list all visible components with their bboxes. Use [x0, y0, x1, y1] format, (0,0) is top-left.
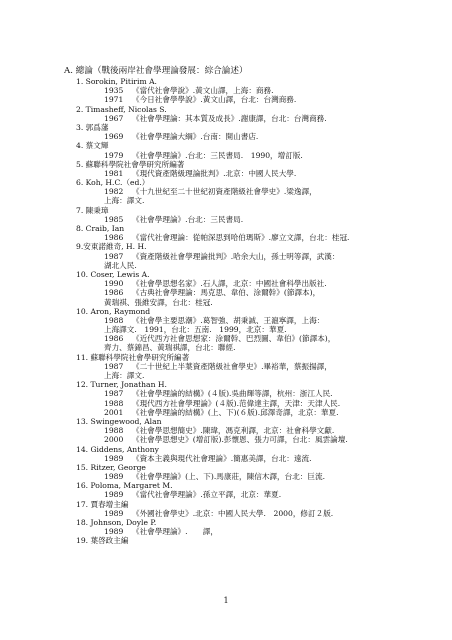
entry-text: 9.安東諾維奇, H. H.	[76, 242, 147, 252]
reference-author	[76, 178, 444, 187]
entry-text: 12. Turner, Jonathan H.	[76, 380, 167, 390]
entry-text: 7. 陳秉璋	[76, 205, 109, 215]
reference-entry	[76, 490, 444, 499]
entry-text: 《當代社會理論：從帕深思到哈伯瑪斯》.廖立文譯，台北：桂冠.	[132, 233, 350, 243]
entry-text: 《社會學理論》.台北：三民書局. 1990，增訂版.	[132, 150, 303, 160]
entry-text: 《當代社會學說》.黃文山譯，上海：商務.	[132, 86, 274, 96]
reference-author	[76, 105, 444, 114]
reference-entry	[76, 288, 444, 297]
entry-text: 《社會學思想史》(增訂版).彭懷恩、張力可譯，台北：風雲論壇.	[132, 435, 348, 445]
reference-entry	[76, 279, 444, 288]
reference-author	[76, 417, 444, 426]
entry-year: 1981	[104, 168, 124, 178]
entry-text: 《社會學主要思潮》.葛智強、胡秉誠、王滬寧譯，上海：	[132, 315, 325, 325]
entry-text: 18. Johnson, Doyle P.	[76, 518, 157, 527]
entry-text: 《社會學理論的結構》(４版).吳曲輝等譯，杭州：浙江人民.	[132, 389, 333, 399]
reference-continuation	[76, 196, 444, 205]
entry-text: 13. Swingewood, Alan	[76, 416, 162, 426]
reference-author	[76, 353, 444, 362]
entry-text: 《近代西方社會思想家：涂爾幹、巴烈圖、韋伯》(節譯本)，	[132, 334, 336, 344]
reference-continuation	[76, 298, 444, 307]
entry-text: 《資產階級社會學理論批判》.哈余大山，孫士明等譯，武漢：	[132, 251, 340, 261]
reference-entry	[76, 426, 444, 435]
reference-entry	[76, 389, 444, 398]
entry-text: 湖北人民.	[104, 260, 137, 270]
reference-author	[76, 206, 444, 215]
reference-author	[76, 500, 444, 509]
entry-text: 10. Aron, Raymond	[76, 306, 151, 316]
reference-entry	[76, 132, 444, 141]
reference-author	[76, 224, 444, 233]
entry-text: 《資本主義與現代社會理論》.簡惠美譯，台北：遠流.	[132, 453, 312, 463]
entry-text: 黃瑞祺、張維安譯，台北：桂冠.	[104, 297, 213, 307]
reference-author	[76, 242, 444, 251]
entry-text: 《二十世紀上半葉資產階級社會學史》.畢裕華，蔡振揚譯，	[132, 361, 332, 371]
reference-entry	[76, 454, 444, 463]
entry-year: 1990	[104, 279, 124, 289]
reference-author	[76, 141, 444, 150]
entry-year: 1989	[104, 508, 124, 518]
entry-text: 《當代社會學理論》.孫立平譯，北京：華夏.	[132, 490, 282, 500]
entry-text: 19. 葉啓政主編	[76, 536, 129, 546]
entry-text: 《社會學理論》. 譯，	[132, 527, 218, 537]
entry-year: 1967	[104, 113, 124, 123]
entry-text: 15. Ritzer, George	[76, 462, 146, 472]
entry-text: 《社會學思想簡史》.陳瑋，馮克利譯，北京：社會科學文獻.	[132, 426, 335, 436]
entry-text: 《十九世紀至二十世紀初資產階級社會學史》.梁逸譯，	[132, 187, 317, 197]
reference-author	[76, 536, 444, 545]
entry-year: 2001	[104, 407, 124, 417]
entry-text: 《社會學理論》.台北：三民書局.	[132, 214, 244, 224]
entry-year: 1986	[104, 334, 124, 344]
entry-year: 1989	[104, 490, 124, 500]
reference-entry	[76, 233, 444, 242]
reference-entry	[76, 316, 444, 325]
entry-year: 1986	[104, 233, 124, 243]
entry-text: 6. Koh, H.C.（ed.）	[76, 178, 150, 188]
reference-entry	[76, 252, 444, 261]
entry-text: 1. Sorokin, Pitirim A.	[76, 77, 157, 86]
entry-text: 《現代資產階級理論批判》.北京：中國人民大學.	[132, 168, 297, 178]
entry-text: 5. 蘇聯科學院社會學研究所編著	[76, 159, 185, 169]
entry-text: 4. 蔡文輝	[76, 141, 109, 151]
entry-year: 1987	[104, 389, 124, 399]
reference-entry	[76, 95, 444, 104]
entry-year: 1989	[104, 453, 124, 463]
entry-text: 《現代西方社會學理論》(４版).范偉達主譯，天津：天津人民.	[132, 398, 341, 408]
entry-text: 《社會學理論的結構》(上、下)(６版).邱澤奇譯，北京：華夏.	[132, 407, 339, 417]
reference-entry	[76, 509, 444, 518]
entry-text: 上海：譯文.	[104, 196, 145, 206]
entry-text: 《外國社會學史》.北京：中國人民大學. 2000，修訂２版.	[132, 508, 334, 518]
entry-text: 《社會學理論》(上、下).馬康莊，陳信木譯，台北：巨流.	[132, 472, 325, 482]
entry-year: 1988	[104, 315, 124, 325]
entry-year: 1971	[104, 95, 124, 105]
reference-entry	[76, 527, 444, 536]
reference-entry	[76, 435, 444, 444]
entry-text: 《社會學思想名家》.石人譯，北京：中國社會科學出版社.	[132, 279, 327, 289]
entry-year: 1982	[104, 187, 124, 197]
entry-text: 《社會學理論大綱》.台南：開山書店.	[132, 132, 259, 142]
reference-author	[76, 270, 444, 279]
reference-entry	[76, 408, 444, 417]
reference-author	[76, 463, 444, 472]
entry-year: 1985	[104, 214, 124, 224]
entry-text: 17. 賈春增主編	[76, 499, 129, 509]
reference-entry	[76, 86, 444, 95]
reference-author	[76, 380, 444, 389]
entry-year: 1987	[104, 361, 124, 371]
entry-text: 《社會學理論：其本質及成長》.謝康譯，台北：台灣商務.	[132, 113, 327, 123]
entry-year: 1986	[104, 288, 124, 298]
reference-entry	[76, 114, 444, 123]
reference-continuation	[76, 325, 444, 334]
reference-author	[76, 481, 444, 490]
reference-author	[76, 518, 444, 527]
reference-entry	[76, 187, 444, 196]
entry-year: 1935	[104, 86, 124, 96]
section-heading: A. 總論（戰後兩岸社會學理論發展：綜合論述）	[64, 66, 248, 76]
reference-entry	[76, 362, 444, 371]
entry-text: 8. Craib, Ian	[76, 224, 125, 233]
entry-text: 齊力、蔡錦昌、黃瑞祺譯，台北：聯經.	[104, 343, 236, 353]
entry-year: 1969	[104, 132, 124, 142]
reference-continuation	[76, 343, 444, 352]
reference-author	[76, 160, 444, 169]
reference-entry	[76, 472, 444, 481]
entry-text: 10. Coser, Lewis A.	[76, 269, 150, 279]
entry-year: 1989	[104, 472, 124, 482]
entry-year: 1987	[104, 251, 124, 261]
reference-author	[76, 77, 444, 86]
reference-author	[76, 123, 444, 132]
reference-entry	[76, 399, 444, 408]
entry-text: 11. 蘇聯科學院社會學研究所編著	[76, 352, 190, 362]
entry-year: 1979	[104, 150, 124, 160]
entry-text: 《今日社會學學說》.黃文山譯，台北：台灣商務.	[132, 95, 297, 105]
entry-text: 2. Timasheff, Nicolas S.	[76, 104, 167, 114]
entry-text: 3. 郭爲藩	[76, 122, 109, 132]
reference-author	[76, 445, 444, 454]
reference-entry	[76, 215, 444, 224]
reference-list	[76, 77, 444, 546]
entry-text: 14. Giddens, Anthony	[76, 444, 159, 454]
reference-author	[76, 307, 444, 316]
reference-entry	[76, 334, 444, 343]
entry-text: 《古典社會學理論：馬克思、韋伯、涂爾幹》(節譯本)，	[132, 288, 321, 298]
entry-year: 2000	[104, 435, 124, 445]
entry-year: 1989	[104, 527, 124, 537]
entry-text: 16. Poloma, Margaret M.	[76, 481, 173, 491]
reference-continuation	[76, 371, 444, 380]
entry-text: 上海：譯文.	[104, 371, 145, 380]
entry-text: 上海譯文. 1991，台北：五南. 1999，北京：華夏.	[104, 325, 287, 335]
reference-entry	[76, 151, 444, 160]
entry-year: 1988	[104, 426, 124, 436]
entry-year: 1988	[104, 398, 124, 408]
reference-continuation	[76, 261, 444, 270]
page-number: 1	[223, 596, 229, 605]
reference-entry	[76, 169, 444, 178]
